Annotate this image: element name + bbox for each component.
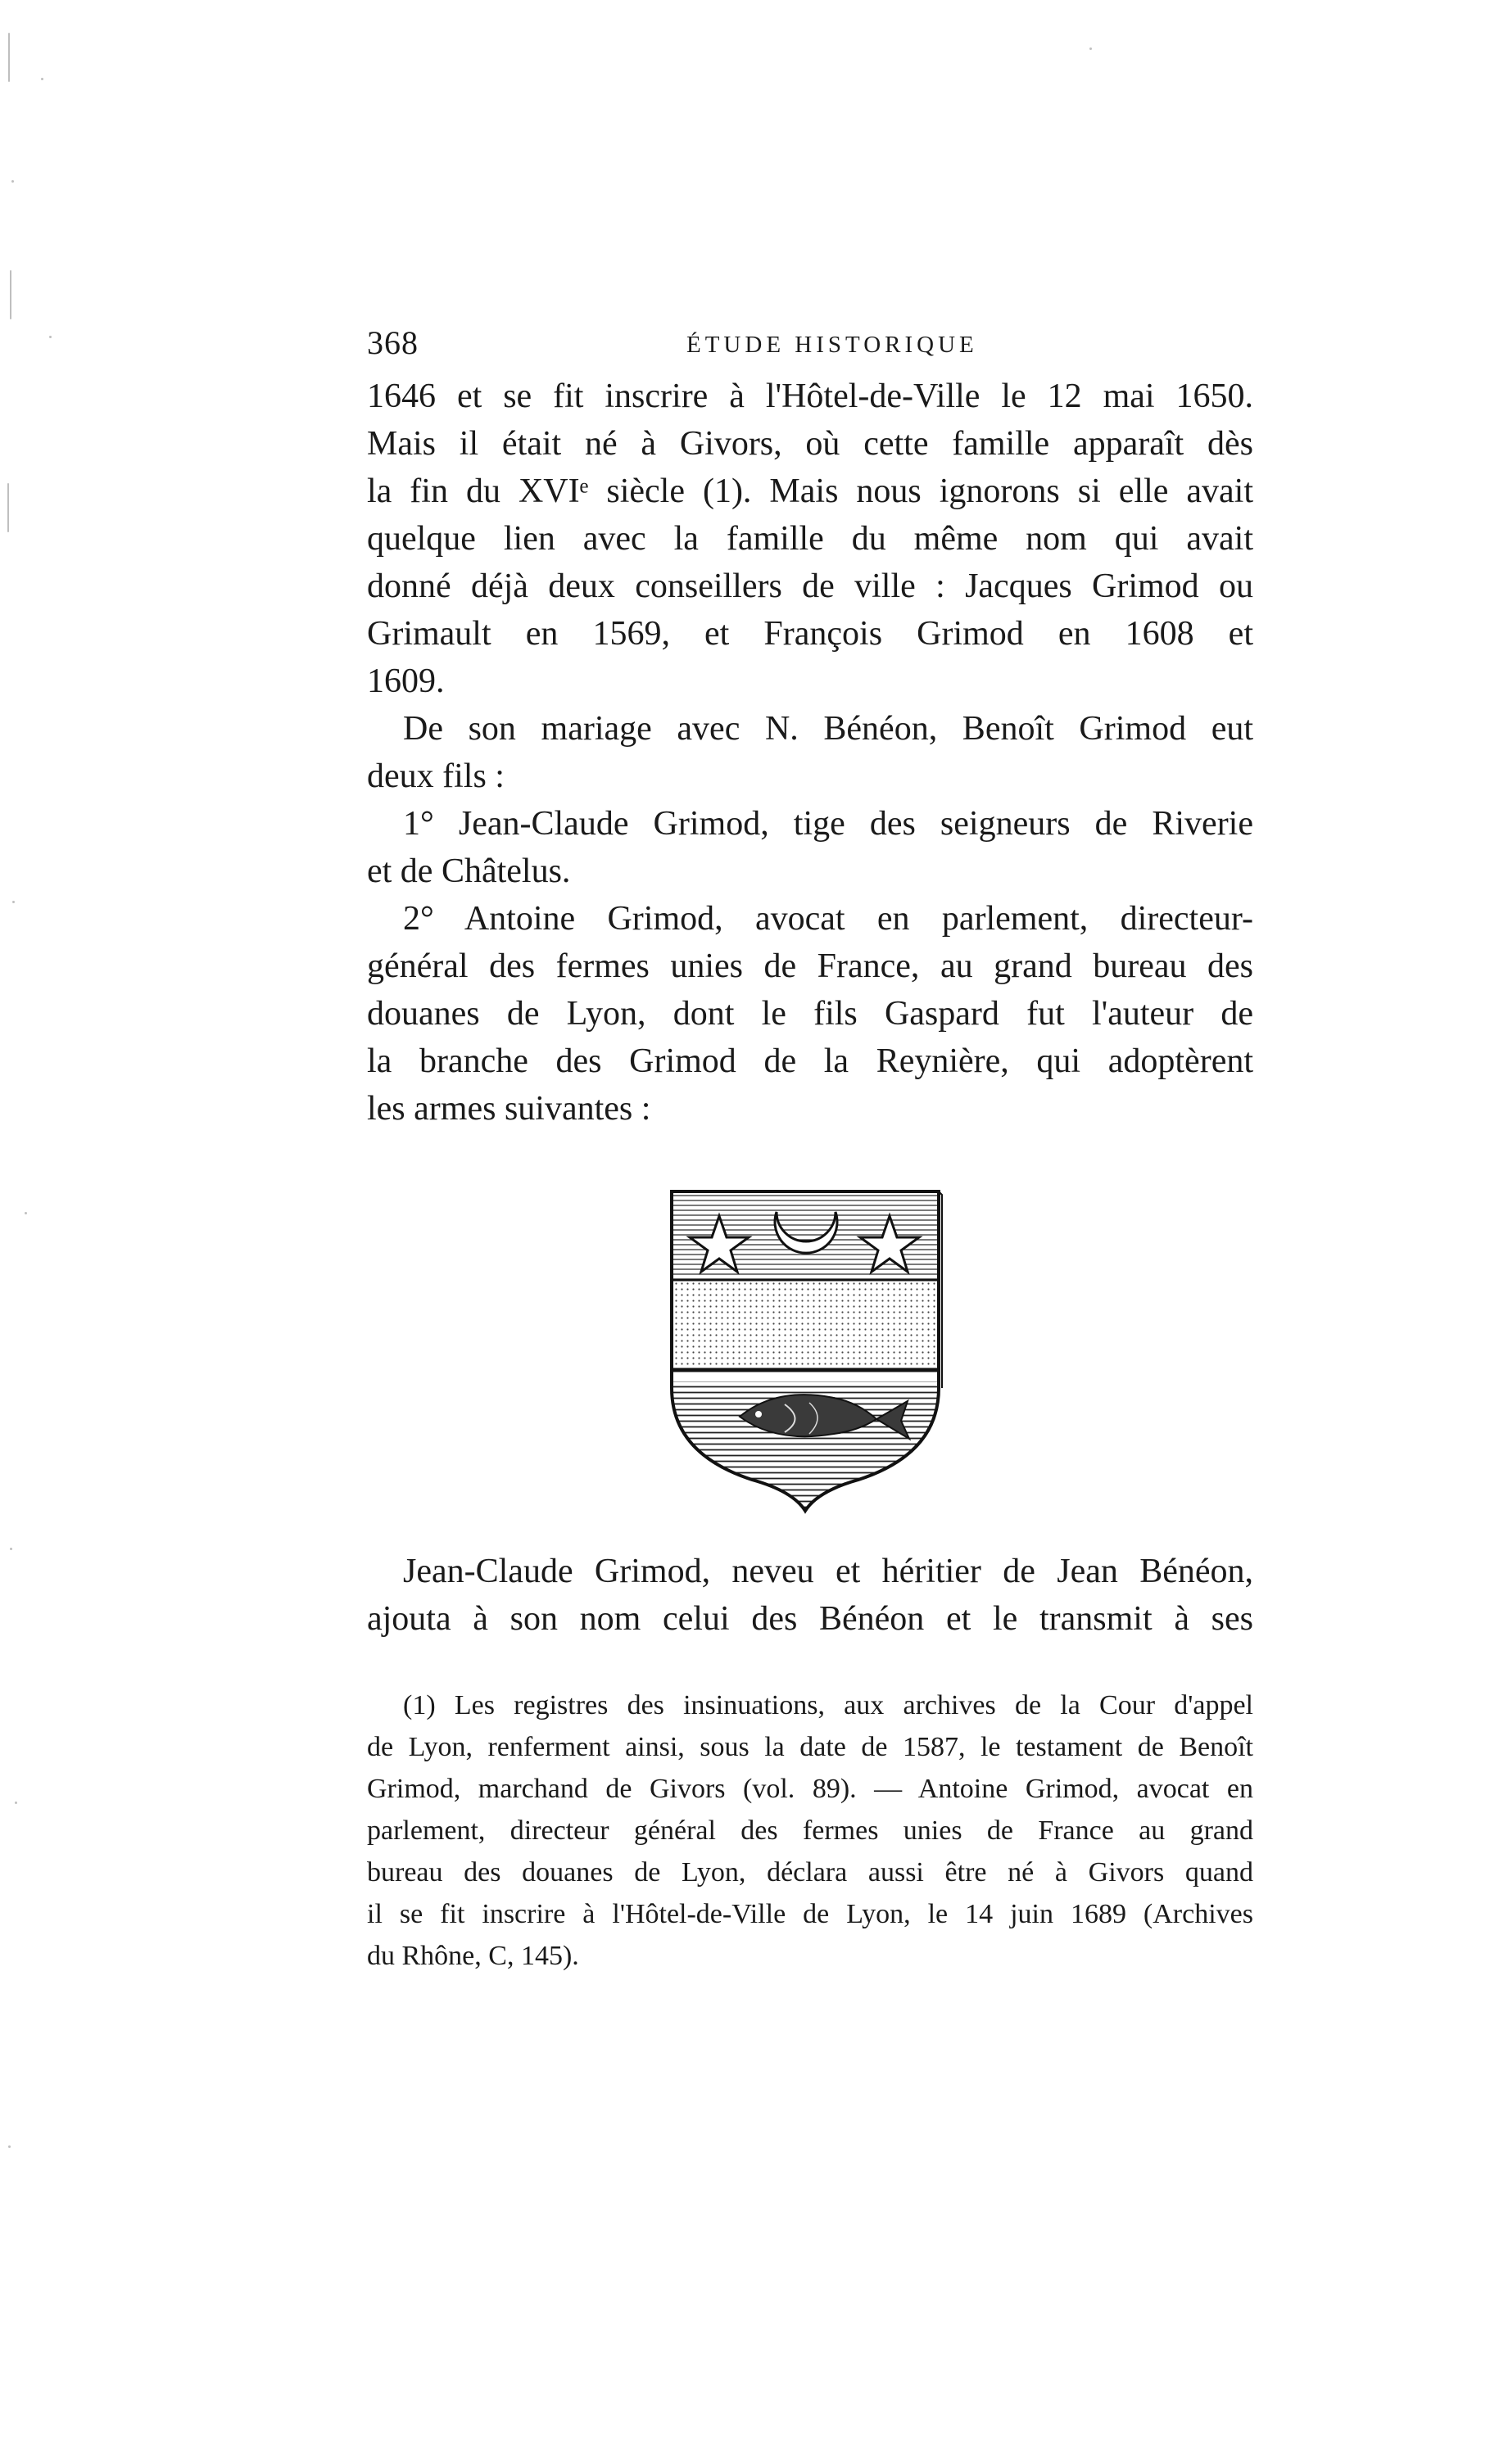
text-line: donné déjà deux conseillers de ville : Jacques Grimod ou <box>367 567 1253 605</box>
shield-base <box>662 1370 949 1527</box>
text-line: 2° Antoine Grimod, avocat en parlement, directeur- <box>403 900 1253 938</box>
footnote-line: du Rhône, C, 145). <box>367 1941 579 1971</box>
text-line: Grimault en 1569, et François Grimod en 1608 et <box>367 615 1253 653</box>
text-line: 1609. <box>367 662 445 700</box>
running-title: ÉTUDE HISTORIQUE <box>686 332 978 358</box>
scan-mark <box>8 33 10 82</box>
footnote-line: Grimod, marchand de Givors (vol. 89). — Antoine Grimod, avocat en <box>367 1774 1253 1804</box>
footnote-line: (1) Les registres des insinuations, aux archives de la Cour d'appel <box>403 1690 1253 1720</box>
text-line: 1° Jean-Claude Grimod, tige des seigneurs de Riverie <box>403 805 1253 843</box>
text-line: Mais il était né à Givors, où cette famille apparaît dès <box>367 425 1253 463</box>
footnote-line: il se fit inscrire à l'Hôtel-de-Ville de Lyon, le 14 juin 1689 (Archives <box>367 1899 1253 1929</box>
scan-mark <box>8 2145 11 2148</box>
text-line: quelque lien avec la famille du même nom qui avait <box>367 520 1253 558</box>
page-number: 368 <box>367 324 419 361</box>
scan-mark <box>41 78 43 80</box>
text-line: les armes suivantes : <box>367 1090 651 1128</box>
footnote-line: de Lyon, renferment ainsi, sous la date de 1587, le testament de Benoît <box>367 1732 1253 1762</box>
scan-mark <box>10 1548 12 1550</box>
scan-mark <box>1089 47 1092 50</box>
text-line: la fin du XVIᵉ siècle (1). Mais nous ignorons si elle avait <box>367 472 1253 510</box>
scan-mark <box>7 483 9 532</box>
scan-mark <box>49 336 52 338</box>
heraldic-shield-icon <box>662 1183 949 1527</box>
running-head <box>367 323 1253 364</box>
footnote-line: bureau des douanes de Lyon, déclara aussi être né à Givors quand <box>367 1857 1253 1888</box>
text-line: et de Châtelus. <box>367 852 571 890</box>
main-text-continued <box>367 1548 1253 1643</box>
text-line: la branche des Grimod de la Reynière, qui adoptèrent <box>367 1042 1253 1080</box>
scan-mark <box>11 180 14 183</box>
text-line: 1646 et se fit inscrire à l'Hôtel-de-Ville le 12 mai 1650. <box>367 378 1253 415</box>
text-line: deux fils : <box>367 757 505 795</box>
footnotes <box>367 1684 1253 1977</box>
footnote-line: parlement, directeur général des fermes unies de France au grand <box>367 1815 1253 1846</box>
text-line: De son mariage avec N. Bénéon, Benoît Grimod eut <box>403 710 1253 748</box>
text-line: général des fermes unies de France, au grand bureau des <box>367 947 1253 985</box>
main-text <box>367 373 1253 1133</box>
scan-mark <box>10 270 11 319</box>
text-line: douanes de Lyon, dont le fils Gaspard fut l'auteur de <box>367 995 1253 1033</box>
scan-mark <box>25 1212 27 1214</box>
text-line: ajouta à son nom celui des Bénéon et le transmit à ses <box>367 1600 1253 1638</box>
shield-fess <box>662 1280 949 1370</box>
scan-mark <box>12 901 15 903</box>
text-line: Jean-Claude Grimod, neveu et héritier de Jean Bénéon, <box>403 1553 1253 1590</box>
scan-mark <box>15 1802 17 1804</box>
